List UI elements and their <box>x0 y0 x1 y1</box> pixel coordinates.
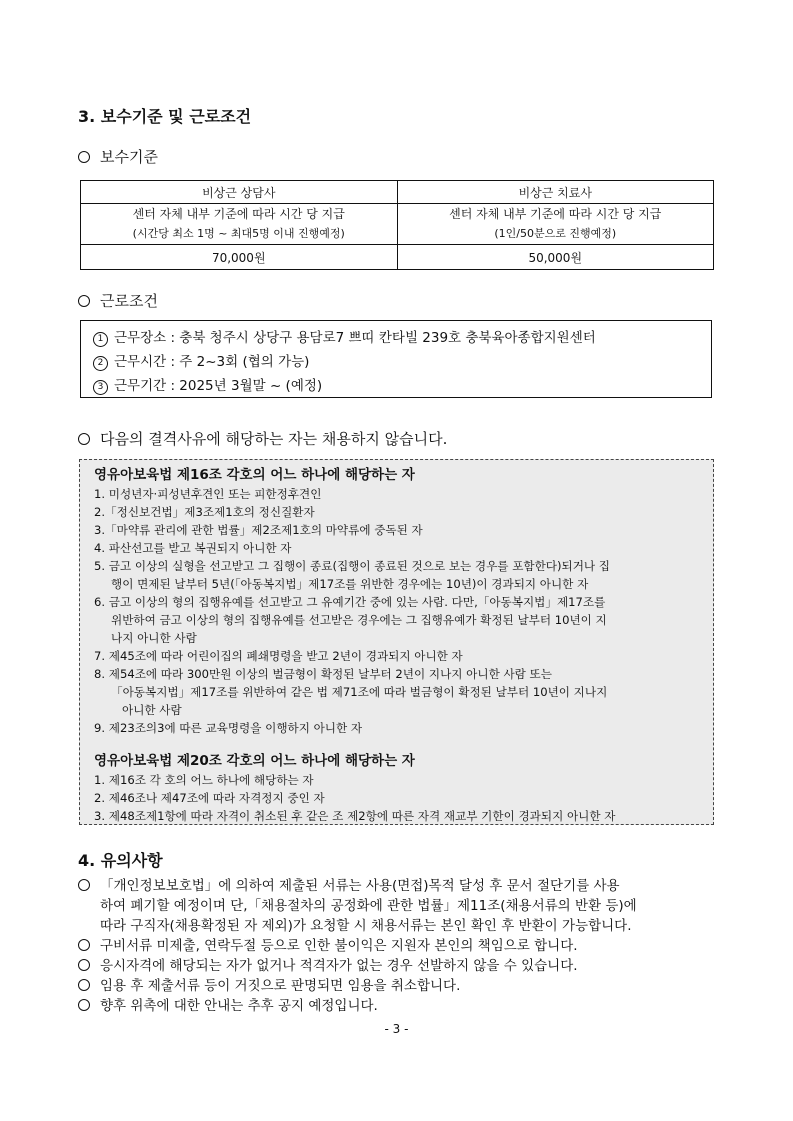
art20-title: 영유아보육법 제20조 각호의 어느 하나에 해당하는 자 <box>94 753 415 769</box>
section-4-title: 4. 유의사항 <box>78 851 163 870</box>
pay-heading-text: 보수기준 <box>100 148 158 166</box>
art16-item: 5. 금고 이상의 실형을 선고받고 그 집행이 종료(집행이 종료된 것으로 보는 경우를 포함한다)되거나 집 <box>94 559 611 573</box>
art16-title: 영유아보육법 제16조 각호의 어느 하나에 해당하는 자 <box>94 467 415 483</box>
circle-bullet-icon <box>78 151 90 163</box>
basis-counselor-text: 센터 자체 내부 기준에 따라 시간 당 지급 <box>132 207 345 221</box>
pay-table <box>80 180 714 270</box>
header-therapist: 비상근 치료사 <box>397 181 714 204</box>
circle-bullet-icon <box>78 939 90 951</box>
work-heading-text: 근로조건 <box>100 292 158 310</box>
art16-item-cont: 아니한 사람 <box>122 703 182 717</box>
pay-table-header-row <box>81 181 714 204</box>
art16-item-cont: 위반하여 금고 이상의 형의 집행유예를 선고받은 경우에는 그 집행유예가 확정된 날부터 10년이 지 <box>111 613 607 627</box>
work-condition-text: 근무장소 : 충북 청주시 상당구 용담로7 쁘띠 칸타빌 239호 충북육아종합지원센터 <box>114 330 596 346</box>
art16-item: 7. 제45조에 따라 어린이집의 폐쇄명령을 받고 2년이 경과되지 아니한 자 <box>94 649 463 663</box>
amount-counselor: 70,000원 <box>81 245 398 270</box>
art16-item: 1. 미성년자·피성년후견인 또는 피한정후견인 <box>94 487 322 501</box>
note-item <box>78 956 728 976</box>
circled-number-icon: 3 <box>93 380 108 395</box>
art20-item: 1. 제16조 각 호의 어느 하나에 해당하는 자 <box>94 773 314 787</box>
circled-number-icon: 1 <box>93 332 108 347</box>
pay-table-amount-row <box>81 245 714 270</box>
notes-list <box>78 876 728 1016</box>
note-text: 구비서류 미제출, 연락두절 등으로 인한 불이익은 지원자 본인의 책임으로 합니다. <box>100 938 578 954</box>
spacer <box>94 737 707 751</box>
work-heading <box>78 290 158 311</box>
art16-item: 6. 금고 이상의 형의 집행유예를 선고받고 그 유예기간 중에 있는 사람. 다만,「아동복지법」제17조를 <box>94 595 606 609</box>
work-condition-item <box>93 374 711 398</box>
art16-item: 8. 제54조에 따라 300만원 이상의 벌금형이 확정된 날부터 2년이 지나지 아니한 사람 또는 <box>94 667 552 681</box>
circled-number-icon: 2 <box>93 356 108 371</box>
circle-bullet-icon <box>78 433 90 445</box>
art16-item: 2.「정신보건법」제3조제1호의 정신질환자 <box>94 505 315 519</box>
work-condition-text: 근무시간 : 주 2~3회 (협의 가능) <box>114 354 310 370</box>
basis-counselor <box>81 204 398 245</box>
art16-item-cont: 행이 면제된 날부터 5년(「아동복지법」제17조를 위반한 경우에는 10년)이 경과되지 아니한 자 <box>111 577 589 591</box>
pay-table-basis-row <box>81 204 714 245</box>
note-text: 「개인정보보호법」에 의하여 제출된 서류는 사용(면접)목적 달성 후 문서 절단기를 사용 <box>100 878 620 894</box>
note-text: 임용 후 제출서류 등이 거짓으로 판명되면 임용을 취소합니다. <box>100 978 461 994</box>
note-text: 향후 위촉에 대한 안내는 추후 공지 예정입니다. <box>100 998 378 1014</box>
basis-counselor-note: (시간당 최소 1명 ~ 최대5명 이내 진행예정) <box>132 227 345 240</box>
basis-therapist-text: 센터 자체 내부 기준에 따라 시간 당 지급 <box>449 207 662 221</box>
art16-item-cont: 나지 아니한 사람 <box>111 631 197 645</box>
circle-bullet-icon <box>78 959 90 971</box>
header-counselor: 비상근 상담사 <box>81 181 398 204</box>
page-number: - 3 - <box>384 1022 409 1036</box>
note-item <box>78 976 728 996</box>
note-cont: 하여 폐기할 예정이며 단,「채용절차의 공정화에 관한 법률」제11조(채용서류의 반환 등)에 <box>100 898 637 914</box>
disq-heading <box>78 428 447 449</box>
note-cont: 따라 구직자(채용확정된 자 제외)가 요청할 시 채용서류는 본인 확인 후 반환이 가능합니다. <box>100 918 632 934</box>
art20-item: 3. 제48조제1항에 따라 자격이 취소된 후 같은 조 제2항에 따른 자격 재교부 기한이 경과되지 아니한 자 <box>94 809 616 823</box>
circle-bullet-icon <box>78 879 90 891</box>
work-conditions-box <box>80 320 712 398</box>
disq-heading-text: 다음의 결격사유에 해당하는 자는 채용하지 않습니다. <box>100 430 448 448</box>
disqualification-box <box>79 459 714 825</box>
amount-therapist: 50,000원 <box>397 245 714 270</box>
art16-item: 9. 제23조의3에 따른 교육명령을 이행하지 아니한 자 <box>94 721 363 735</box>
art20-item: 2. 제46조나 제47조에 따라 자격정지 중인 자 <box>94 791 325 805</box>
art16-item: 3.「마약류 관리에 관한 법률」제2조제1호의 마약류에 중독된 자 <box>94 523 423 537</box>
section-3-title: 3. 보수기준 및 근로조건 <box>78 107 252 126</box>
art16-item: 4. 파산선고를 받고 복권되지 아니한 자 <box>94 541 292 555</box>
note-item <box>78 936 728 956</box>
pay-heading <box>78 146 158 167</box>
work-condition-text: 근무기간 : 2025년 3월말 ~ (예정) <box>114 378 323 394</box>
circle-bullet-icon <box>78 999 90 1011</box>
note-item <box>78 996 728 1016</box>
work-condition-item <box>93 326 711 350</box>
circle-bullet-icon <box>78 295 90 307</box>
circle-bullet-icon <box>78 979 90 991</box>
note-item <box>78 876 728 896</box>
basis-therapist <box>397 204 714 245</box>
basis-therapist-note: (1인/50분으로 진행예정) <box>494 227 617 240</box>
work-condition-item <box>93 350 711 374</box>
art16-item-cont: 「아동복지법」제17조를 위반하여 같은 법 제71조에 따라 벌금형이 확정된 날부터 10년이 지나지 <box>111 685 608 699</box>
note-text: 응시자격에 해당되는 자가 없거나 적격자가 없는 경우 선발하지 않을 수 있습니다. <box>100 958 578 974</box>
